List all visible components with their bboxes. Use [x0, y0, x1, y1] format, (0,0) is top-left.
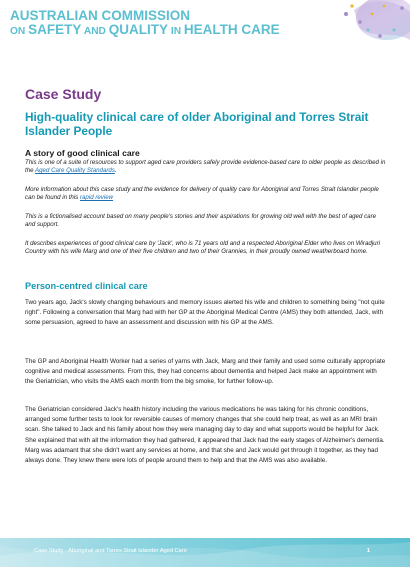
- intro-paragraph-2: [25, 186, 387, 203]
- intro-paragraph-1: [25, 159, 387, 176]
- logo-word-and: AND: [83, 26, 106, 37]
- story-heading: A story of good clinical care: [25, 148, 140, 158]
- commission-logo: [10, 8, 280, 38]
- logo-word-on: ON: [10, 26, 26, 37]
- page-title: High-quality clinical care of older Aboriginal and Torres Strait Islander People: [25, 110, 369, 138]
- document-type-heading: Case Study: [25, 86, 102, 102]
- section-heading-person-centred: Person-centred clinical care: [25, 281, 148, 291]
- logo-word-quality: QUALITY: [108, 22, 169, 37]
- decorative-swirl-graphic: [324, 0, 410, 56]
- aged-care-standards-link[interactable]: Aged Care Quality Standards: [35, 167, 115, 175]
- intro-paragraph-3: This is a fictionalised account based on many people's stories and their aspirations for growing old well with the best of aged care and support.: [25, 213, 377, 229]
- logo-word-health: HEALTH CARE: [183, 22, 280, 37]
- rapid-review-link[interactable]: rapid review: [79, 194, 114, 202]
- logo-word-safety: SAFETY: [28, 22, 82, 37]
- footer-document-title: Case Study - Aboriginal and Torres Strait Islander Aged Care: [34, 548, 187, 554]
- body-paragraph-1: Two years ago, Jack's slowly changing behaviours and memory issues alerted his wife and children to something being "not quite right". Following a conversation that Marg had with her GP at the Aboriginal Medical Centre (AMS) they both attended, Jack, with some persuasion, agreed to have an assessment and discussion with his GP at the AMS.: [25, 299, 385, 327]
- logo-line-2: [10, 23, 280, 38]
- logo-word-in: IN: [170, 26, 182, 37]
- intro-p2-text: More information about this case study and the evidence for delivery of quality care for Aboriginal and Torres Strait Islander people can be found in this: [25, 186, 379, 202]
- body-paragraph-2: The GP and Aboriginal Health Worker had a series of yarns with Jack, Marg and their family and used some culturally appropriate cognitive and medical assessments. From this, they had concerns about dementia and helped Jack make an appointment with the Geriatrician, who visits the AMS each month from the big smoke, for further follow-up.: [25, 358, 386, 386]
- intro-p1-text: This is one of a suite of resources to support aged care providers safely provide evidence-based care to older people as described in the: [25, 159, 386, 175]
- logo-line-1: AUSTRALIAN COMMISSION: [10, 8, 190, 23]
- intro-p1-end: .: [114, 167, 117, 175]
- page-number: 1: [366, 548, 370, 554]
- page-footer: [0, 538, 410, 567]
- intro-paragraph-4: It describes experiences of good clinical care by 'Jack', who is 71 years old and a respected Aboriginal Elder who lives on Wiradjuri Country with his wife Marg and one of their five children and two of their Grannies, in their proudly owned weatherboard home.: [25, 240, 380, 256]
- body-paragraph-3: The Geriatrician considered Jack's health history including the various medications he was taking for his chronic conditions, arranged some further tests to look for reversible causes of memory changes that she could help treat, as well as an MRI brain scan. She talked to Jack and his family about how they were managing day to day and what supports would be helpful for Jack. She explained that with all the information they had gathered, it appeared that Jack had the early stages of Alzheimer's dementia. Marg was adamant that she didn't want any services at home, and that she and Jack would get through it together, as they had always done. They knew there were lots of people around them to help and that the AMS was also available.: [25, 406, 385, 465]
